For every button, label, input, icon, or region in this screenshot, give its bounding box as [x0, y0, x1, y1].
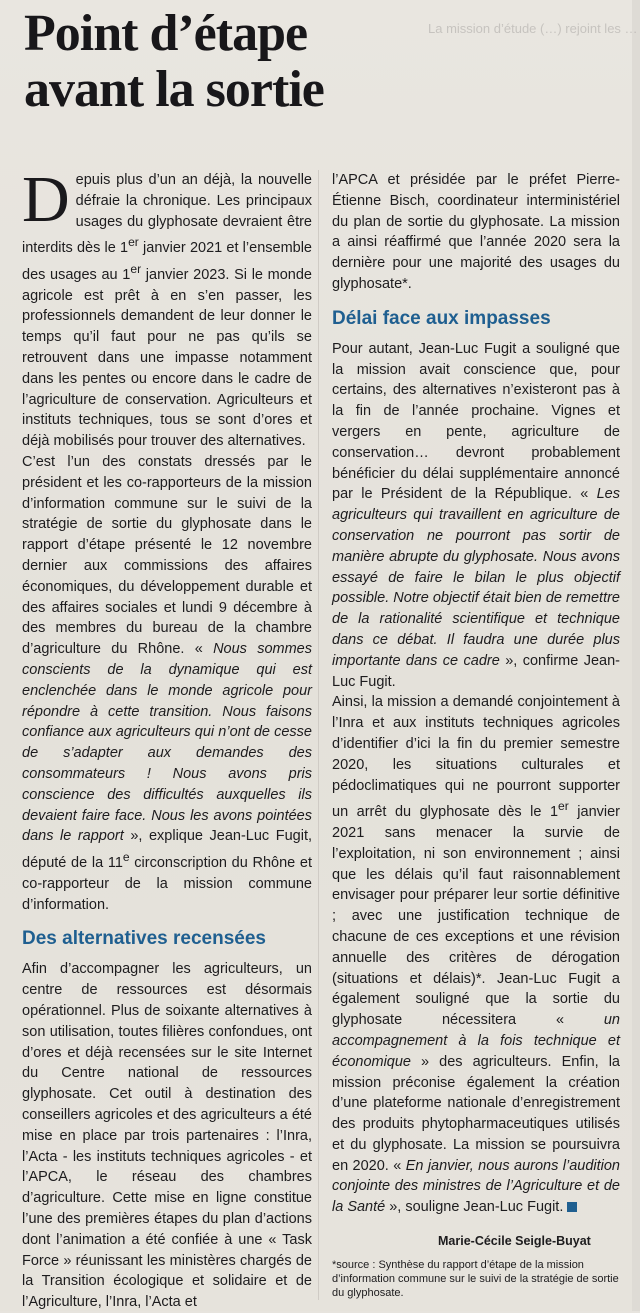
end-of-article-square-icon — [567, 1202, 577, 1212]
superscript: er — [558, 799, 569, 814]
para2-text-c: circonscription du Rhône et co-rapporteur de la mission commune d’information. — [22, 854, 312, 913]
quote: En janvier, nous aurons l’audition conjointe des ministres de l’Agriculture et de la Santé — [332, 1157, 620, 1216]
para2-text-a: C’est l’un des constats dressés par le président et les co-rapporteurs de la mission d’information commune sur le suivi de la stratégie de sortie du glyphosate dans le rapport d’étape présenté le 12 novembre dernier aux commissions des affaires économiques, du développement durable et des affaires sociales et lundi 9 décembre à des membres du bureau de la chambre d’agriculture du Rhône. « — [22, 454, 312, 658]
lead-text-b: janvier 2021 et l’ensemble des usages au 1 — [22, 240, 312, 283]
footnote: *source : Synthèse du rapport d’étape de la mission d’information commune sur le suivi de la stratégie de sortie du glyphosate. — [332, 1259, 619, 1299]
paragraph-6 — [332, 692, 620, 1218]
para6-text-c: » des agriculteurs. Enfin, la mission préconise également la création d’une plateforme nationale d’enregistrement des produits phytopharmaceutiques utilisés et du glyphosate. La mission se poursuivra en 2020. « — [332, 1053, 620, 1174]
para5-text-a: Pour autant, Jean-Luc Fugit a souligné que la mission avait conscience que, pour certains, des alternatives n’existeront pas à la fin de l’année prochaine. Vignes et vergers en pente, agriculture de conservation… devront probablement bénéficier du délai supplémentaire annoncé par le Président de la République. « — [332, 340, 620, 503]
lead-paragraph — [22, 163, 312, 452]
para6-text-b: janvier 2021 sans menacer la survie de l’exploitation, ni son environnement ; ainsi que les délais qu’il faut raisonnablement envisager pour préparer leur sortie définitive ; avec une justification technique de chacune de ces exceptions et une révision annuelle des critères de dérogation (situations et délais)*. Jean-Luc Fugit a également souligné que la sortie du glyphosate nécessitera « — [332, 804, 620, 1029]
paragraph-2 — [22, 452, 312, 915]
column-gutter — [318, 170, 319, 1300]
article-column-2 — [332, 170, 620, 1218]
headline — [24, 6, 424, 118]
quote: Les agriculteurs qui travaillent en agriculture de conservation ne pourront pas sortir de manière abrupte du glyphosate. Nous avons essayé de faire le bilan le plus objectif possible. Notre objectif était bien de remettre de la rationalité scientifique et technique dans ce débat. Il faudra une durée plus importante dans ce cadre — [332, 486, 620, 669]
paragraph-3: Afin d’accompagner les agriculteurs, un centre de ressources est désormais opérationnel. Plus de soixante alternatives à son utilisation, toutes filières confondues, ont d’ores et déjà recensées sur le site Internet du Centre national de ressources glyphosate. Cet outil à destination des conseillers agricoles et des agriculteurs a été mise en place par trois partenaires : l’Inra, l’Acta - les instituts techniques agricoles - et l’APCA, le réseau des chambres d’agriculture. Cette mise en ligne constitue l’une des premières étapes du plan d’actions dont l’animation a été confiée à une « Task Force » réunissant les ministères chargés de la Transition écologique et solidaire et de l’Agriculture, l’Inra, l’Acta et — [22, 961, 312, 1311]
byline: Marie-Cécile Seigle-Buyat — [438, 1234, 591, 1248]
bleed-through-text: La mission d’étude (…) rejoint les … — [428, 21, 638, 36]
paragraph-4: l’APCA et présidée par le préfet Pierre-Étienne Bisch, coordinateur interministériel du plan de sortie du glyphosate. La mission a ainsi réaffirmé que l’année 2020 sera la dernière pour une majorité des usages du glyphosate*. — [332, 172, 620, 292]
lead-text-c: janvier 2023. Si le monde agricole est prêt à en s’en passer, les professionnels demandent de leur donner le temps qu’il faut pour ne pas qu’ils se retrouvent dans une impasse notamment dans les pentes ou encore dans le cadre de l’agriculture de conservation. Agriculteurs et instituts techniques, tous se sont d’ores et déjà mobilisés pour trouver des alternatives. — [22, 266, 312, 450]
superscript: e — [122, 850, 130, 865]
superscript: er — [130, 262, 142, 277]
para2-text-b: », explique Jean-Luc Fugit, député de la 11 — [22, 828, 312, 871]
para6-text-d: », souligne Jean-Luc Fugit. — [385, 1199, 564, 1216]
quote: Nous sommes conscients de la dynamique qui est enclenchée dans le monde agricole pour répondre à cette transition. Nous faisons confiance aux agriculteurs qui n’ont de cesse de s’adapter aux demandes des consommateurs ! Nous avons pris conscience des difficultés auxquelles ils devaient faire face. Nous les avons pointées dans le rapport — [22, 641, 312, 845]
para6-text-a: Ainsi, la mission a demandé conjointement à l’Inra et aux instituts techniques agricoles d’identifier d’ici la fin du premier semestre 2020, les situations culturales et pédoclimatiques qui ne pourront supporter un arrêt du glyphosate dès le 1 — [332, 694, 620, 821]
superscript: er — [128, 235, 139, 250]
subheading-delai: Délai face aux impasses — [332, 307, 551, 329]
subheading-alternatives: Des alternatives recensées — [22, 928, 266, 950]
drop-cap: D — [22, 163, 70, 236]
lead-text-a: epuis plus d’un an déjà, la nouvelle défraie la chronique. Les principaux usages du glyphosate devraient être interdits dès le 1 — [22, 172, 312, 257]
paragraph-5 — [332, 339, 620, 693]
para5-text-b: », confirme Jean-Luc Fugit. — [332, 652, 620, 690]
headline-line-2: avant la sortie — [24, 61, 324, 118]
headline-line-1: Point d’étape — [24, 5, 308, 62]
article-column-1 — [22, 163, 312, 1313]
quote: un accompagnement à la fois technique et économique — [332, 1012, 620, 1070]
